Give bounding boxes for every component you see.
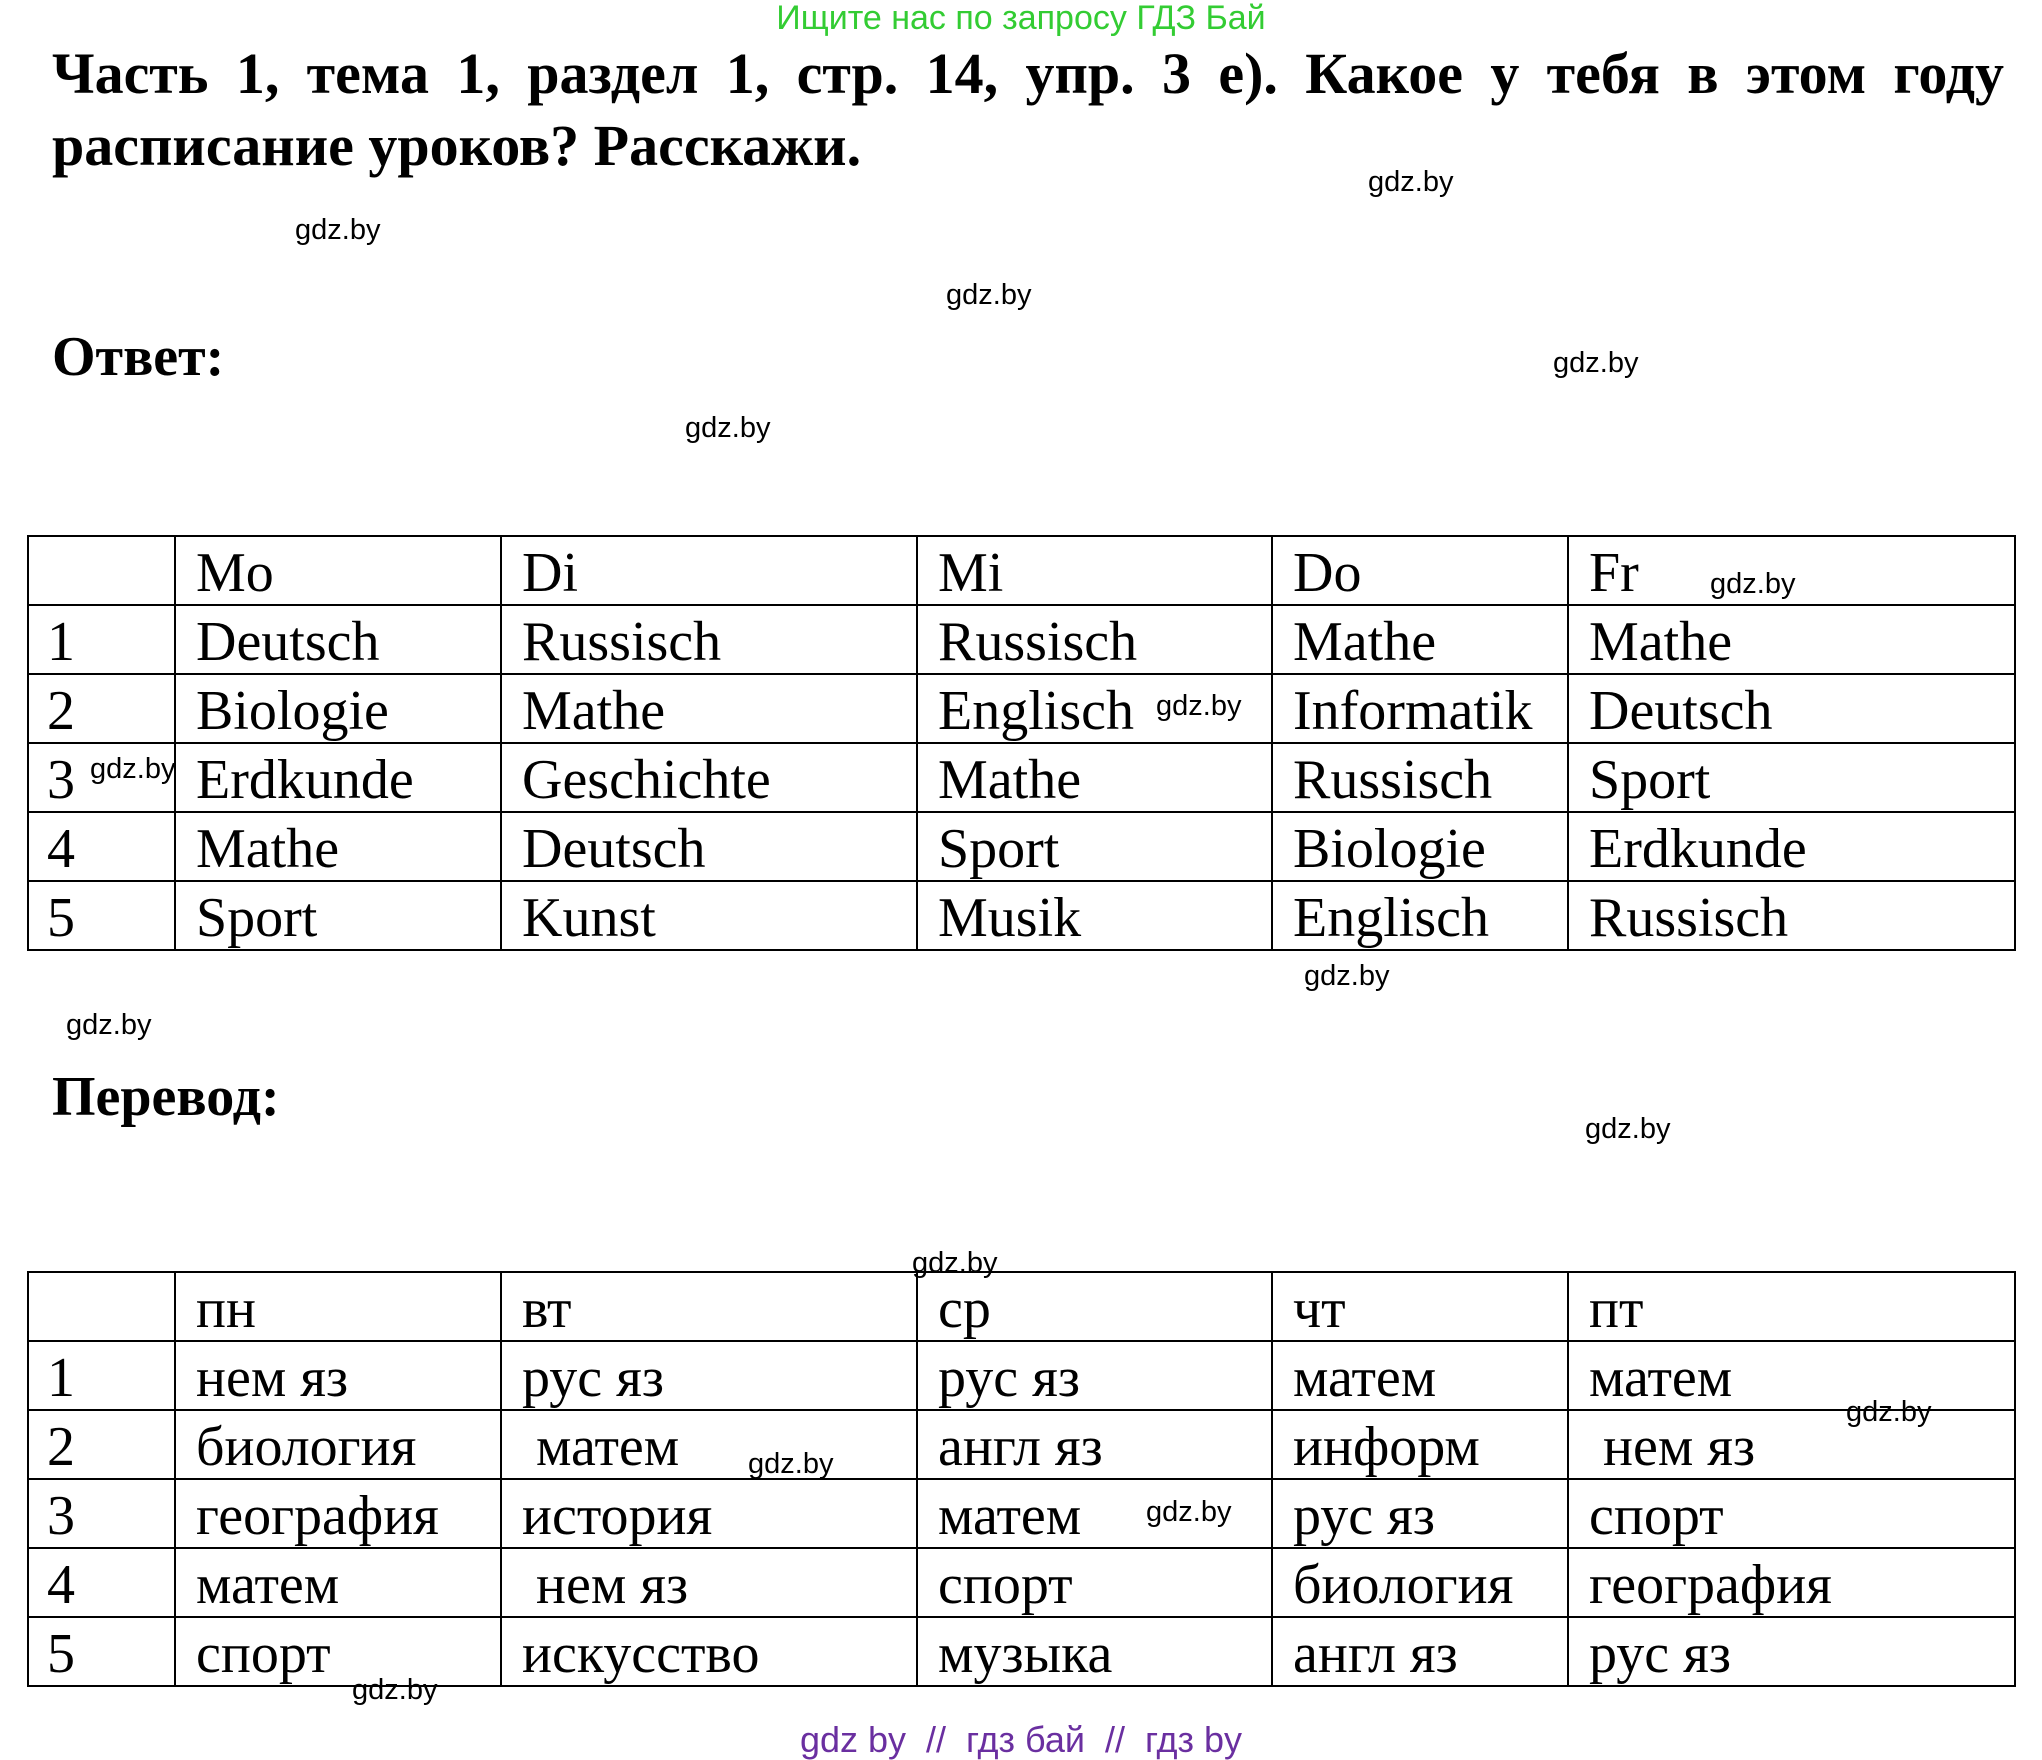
table-cell: рус яз: [1568, 1617, 2015, 1686]
table-cell: искусство: [501, 1617, 917, 1686]
table-row: [28, 1341, 2015, 1410]
table-cell: Mathe: [501, 674, 917, 743]
watermark: gdz.by: [1368, 166, 1454, 198]
footer-links[interactable]: gdz by // гдз бай // гдз by: [799, 1719, 1243, 1760]
task-title: Часть 1, тема 1, раздел 1, стр. 14, упр. 3 е). Какое у тебя в этом году расписание уроков? Расскажи.: [52, 41, 2004, 178]
table-cell: матем: [1568, 1341, 2015, 1410]
table-cell: Russisch: [501, 605, 917, 674]
lesson-number: 1: [28, 1341, 175, 1410]
table-cell: Englisch: [917, 674, 1272, 743]
table-cell: Russisch: [917, 605, 1272, 674]
table-header-row: [28, 1272, 2015, 1341]
watermark: gdz.by: [295, 214, 381, 246]
table-cell: биология: [175, 1410, 501, 1479]
watermark: gdz.by: [946, 279, 1032, 311]
lesson-number: 5: [28, 881, 175, 950]
watermark: gdz.by: [1156, 690, 1242, 722]
translation-heading: Перевод:: [52, 1066, 280, 1128]
table-row: [28, 812, 2015, 881]
header-cell-vt: вт: [501, 1272, 917, 1341]
lesson-number: 5: [28, 1617, 175, 1686]
lesson-number: 2: [28, 1410, 175, 1479]
table-cell: спорт: [917, 1548, 1272, 1617]
watermark: gdz.by: [685, 412, 771, 444]
table-cell: англ яз: [917, 1410, 1272, 1479]
table-row: [28, 605, 2015, 674]
table-cell: Biologie: [1272, 812, 1568, 881]
header-cell-pt: пт: [1568, 1272, 2015, 1341]
table-cell: информ: [1272, 1410, 1568, 1479]
watermark: gdz.by: [1146, 1496, 1232, 1528]
watermark: gdz.by: [90, 753, 176, 785]
table-cell: матем: [501, 1410, 917, 1479]
table-cell: Mathe: [1272, 605, 1568, 674]
lesson-number: 2: [28, 674, 175, 743]
header-cell-mi: Mi: [917, 536, 1272, 605]
table-cell: спорт: [175, 1617, 501, 1686]
watermark: gdz.by: [1846, 1396, 1932, 1428]
table-cell: музыка: [917, 1617, 1272, 1686]
header-cell-empty: [28, 536, 175, 605]
table-cell: Deutsch: [1568, 674, 2015, 743]
table-cell: рус яз: [1272, 1479, 1568, 1548]
header-cell-sr: ср: [917, 1272, 1272, 1341]
table-cell: нем яз: [501, 1548, 917, 1617]
table-cell: матем: [1272, 1341, 1568, 1410]
table-cell: Sport: [1568, 743, 2015, 812]
promo-banner[interactable]: Ищите нас по запросу ГДЗ Бай: [776, 0, 1266, 37]
watermark: gdz.by: [1585, 1113, 1671, 1145]
lesson-number: 4: [28, 1548, 175, 1617]
table-cell: матем: [175, 1548, 501, 1617]
table-cell: Deutsch: [501, 812, 917, 881]
header-cell-di: Di: [501, 536, 917, 605]
table-cell: Englisch: [1272, 881, 1568, 950]
header-cell-mo: Mo: [175, 536, 501, 605]
table-row: [28, 1479, 2015, 1548]
table-cell: Erdkunde: [1568, 812, 2015, 881]
lesson-number: 3: [28, 1479, 175, 1548]
table-row: [28, 881, 2015, 950]
table-cell: рус яз: [917, 1341, 1272, 1410]
table-cell: Musik: [917, 881, 1272, 950]
table-cell: Deutsch: [175, 605, 501, 674]
table-cell: Sport: [917, 812, 1272, 881]
lesson-number: 4: [28, 812, 175, 881]
answer-heading: Ответ:: [52, 326, 225, 388]
table-cell: матем: [917, 1479, 1272, 1548]
table-cell: география: [175, 1479, 501, 1548]
table-cell: англ яз: [1272, 1617, 1568, 1686]
table-cell: биология: [1272, 1548, 1568, 1617]
watermark: gdz.by: [66, 1009, 152, 1041]
table-cell: Mathe: [1568, 605, 2015, 674]
table-cell: нем яз: [1568, 1410, 2015, 1479]
lesson-number: 3: [28, 743, 175, 812]
watermark: gdz.by: [1304, 960, 1390, 992]
table-cell: география: [1568, 1548, 2015, 1617]
table-cell: Mathe: [175, 812, 501, 881]
watermark: gdz.by: [912, 1247, 998, 1279]
table-cell: спорт: [1568, 1479, 2015, 1548]
header-cell-empty: [28, 1272, 175, 1341]
header-cell-fr: Fr: [1568, 536, 2015, 605]
lesson-number: 1: [28, 605, 175, 674]
header-cell-do: Do: [1272, 536, 1568, 605]
watermark: gdz.by: [1710, 568, 1796, 600]
translation-timetable: [27, 1271, 2016, 1687]
table-row: [28, 674, 2015, 743]
table-cell: Geschichte: [501, 743, 917, 812]
header-cell-pn: пн: [175, 1272, 501, 1341]
watermark: gdz.by: [352, 1674, 438, 1706]
watermark: gdz.by: [748, 1448, 834, 1480]
table-row: [28, 1548, 2015, 1617]
table-cell: рус яз: [501, 1341, 917, 1410]
table-cell: Biologie: [175, 674, 501, 743]
table-row: [28, 1410, 2015, 1479]
header-cell-cht: чт: [1272, 1272, 1568, 1341]
table-cell: Russisch: [1568, 881, 2015, 950]
table-cell: Russisch: [1272, 743, 1568, 812]
watermark: gdz.by: [1553, 347, 1639, 379]
table-row: [28, 1617, 2015, 1686]
table-cell: Sport: [175, 881, 501, 950]
table-cell: Informatik: [1272, 674, 1568, 743]
table-cell: Kunst: [501, 881, 917, 950]
table-cell: история: [501, 1479, 917, 1548]
table-cell: нем яз: [175, 1341, 501, 1410]
table-cell: Mathe: [917, 743, 1272, 812]
table-row: [28, 743, 2015, 812]
table-cell: Erdkunde: [175, 743, 501, 812]
